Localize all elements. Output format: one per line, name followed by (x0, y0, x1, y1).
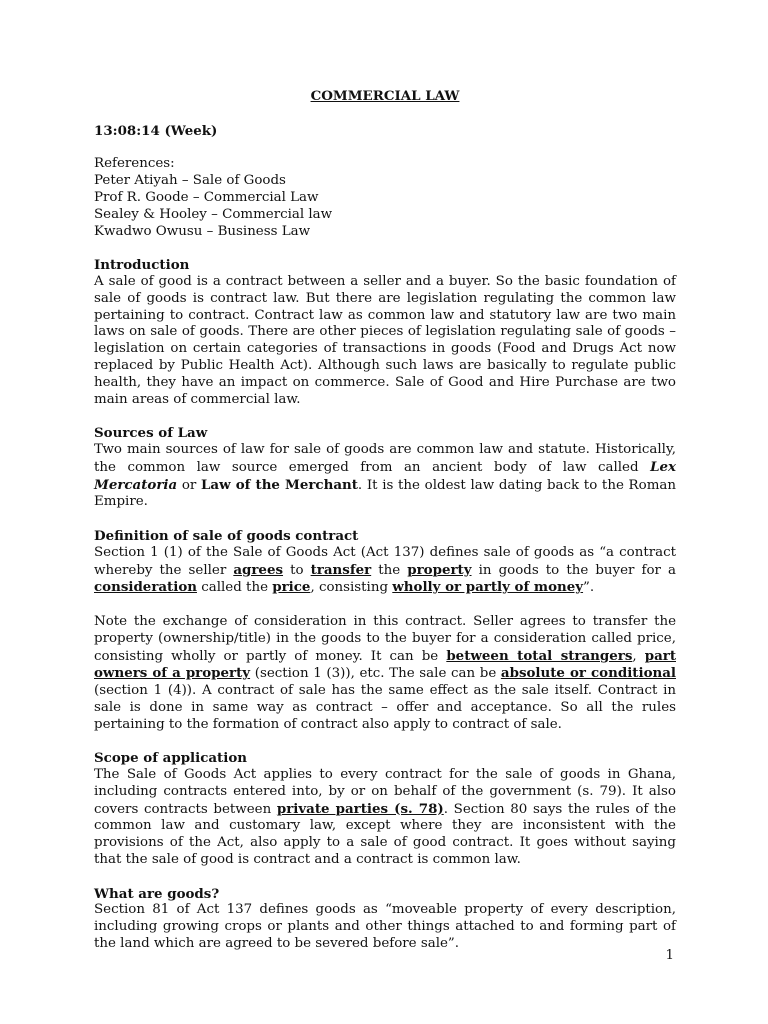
text-run: (section 1 (4)). A contract of sale has the same effect as the sale itself. Contract in sale is done in same way as contract – offer and acceptance. So all the rules pertaining to the formation of contract also apply to contract of sale. (94, 683, 676, 732)
document-body (94, 88, 676, 953)
text-run: to (283, 562, 311, 578)
goods-section (94, 886, 676, 953)
text-run: Section 1 (1) of the Sale of Goods Act (Act 137) defines sale of goods as “a contract whereby the seller (94, 544, 676, 578)
text-run: , consisting (310, 580, 393, 596)
text-run: (section 1 (3)), etc. The sale can be (250, 666, 501, 682)
term-price: price (272, 579, 311, 596)
term-property: property (407, 561, 472, 578)
note-text (94, 614, 676, 734)
text-run: in goods to the buyer for a (471, 562, 676, 578)
text-run: the (371, 562, 408, 578)
text-run: , (632, 648, 645, 664)
page-number: 1 (665, 948, 674, 963)
document-title: COMMERCIAL LAW (310, 88, 460, 104)
term-part-owners: part owners of a property (94, 647, 676, 682)
law-of-merchant-term: Law of the Merchant (201, 476, 358, 493)
scope-heading: Scope of application (94, 750, 247, 767)
term-strangers: between total strangers (446, 647, 633, 664)
goods-heading: What are goods? (94, 885, 220, 902)
goods-text: Section 81 of Act 137 defines goods as “moveable property of every description, including growing crops or plants and other things attached to and forming part of the land which are agreed to be severed before sale”. (94, 902, 676, 952)
introduction-section (94, 257, 676, 408)
text-run: . Section 80 says the rules of the common law and customary law, except where they are inconsistent with the provisions of the Act, also apply to a sale of good contract. It goes without saying that the sale of good is contract and a contract is common law. (94, 801, 676, 868)
references-block (94, 156, 676, 240)
reference-item: Prof R. Goode – Commercial Law (94, 189, 319, 205)
text-run: or (177, 477, 202, 493)
term-private-parties: private parties (s. 78) (276, 800, 444, 817)
text-run: Two main sources of law for sale of goods are common law and statute. Historically, the common law source emerged from an ancient body of law called (94, 441, 676, 475)
text-run: ”. (583, 580, 595, 596)
term-consideration: consideration (94, 579, 197, 596)
text-run: The Sale of Goods Act applies to every contract for the sale of goods in Ghana, including contracts entered into, by or on behalf of the government (s. 79). It also covers contracts between (94, 767, 676, 817)
definition-heading: Definition of sale of goods contract (94, 527, 359, 544)
scope-section (94, 750, 676, 869)
term-money: wholly or partly of money (392, 579, 584, 596)
reference-item: Sealey & Hooley – Commercial law (94, 206, 333, 222)
term-absolute: absolute or conditional (500, 665, 676, 682)
sources-section (94, 425, 676, 511)
references-label: References: (94, 156, 175, 172)
introduction-text: A sale of good is a contract between a seller and a buyer. So the basic foundation of sale of goods is contract law. But there are legislation regulating the common law pertaining to contract. Contract law as common law and statutory law are two main laws on sale of goods. There are other pieces of legislation regulating sale of goods – legislation on certain categories of transactions in goods (Food and Drugs Act now replaced by Public Health Act). Although such laws are basically to regulate public health, they have an impact on commerce. Sale of Good and Hire Purchase are two main areas of commercial law. (94, 273, 676, 407)
text-run: . It is the oldest law dating back to the Roman Empire. (94, 477, 676, 510)
lex-mercatoria-term: Lex Mercatoria (94, 458, 676, 493)
definition-section (94, 528, 676, 597)
definition-text (94, 545, 676, 597)
sources-heading: Sources of Law (94, 425, 208, 442)
scope-text (94, 767, 676, 869)
date-line: 13:08:14 (Week) (94, 122, 218, 139)
term-transfer: transfer (310, 561, 372, 578)
sources-text (94, 442, 676, 511)
reference-item: Kwadwo Owusu – Business Law (94, 223, 311, 239)
introduction-heading: Introduction (94, 257, 190, 274)
note-section (94, 614, 676, 734)
text-run: called the (197, 580, 273, 596)
text-run: Note the exchange of consideration in this contract. Seller agrees to transfer the property (ownership/title) in the goods to the buyer for a consideration called price, consisting wholly or partly of money. It can be (94, 613, 676, 664)
reference-item: Peter Atiyah – Sale of Goods (94, 173, 286, 189)
term-agrees: agrees (233, 561, 284, 578)
